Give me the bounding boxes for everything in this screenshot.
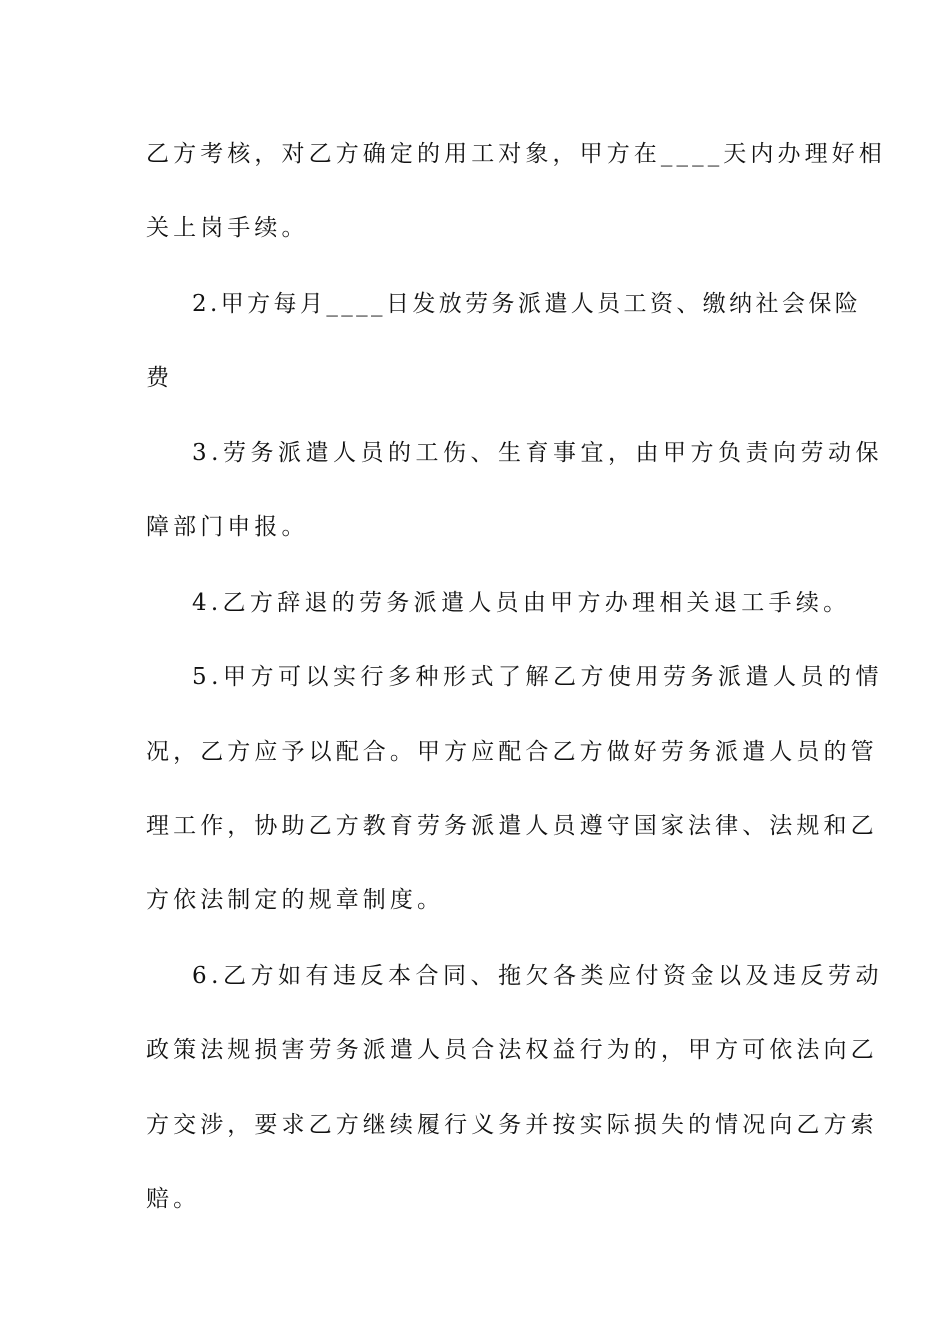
line-text: 2.甲方每月____日发放劳务派遣人员工资、缴纳社会保险 [192, 291, 862, 317]
line-text: 赔。 [146, 1186, 201, 1212]
text-line [0, 1030, 950, 1070]
text-line [0, 732, 950, 772]
text-line [0, 806, 950, 846]
line-text: 4.乙方辞退的劳务派遣人员由甲方办理相关退工手续。 [192, 590, 851, 616]
text-line [0, 433, 950, 473]
text-line [0, 583, 950, 623]
text-line [0, 657, 950, 697]
text-line [0, 134, 950, 174]
line-text: 3.劳务派遣人员的工伤、生育事宜，由甲方负责向劳动保 [192, 440, 883, 466]
text-line [0, 1179, 950, 1219]
line-text: 关上岗手续。 [146, 215, 309, 241]
text-line [0, 358, 950, 398]
line-text: 6.乙方如有违反本合同、拖欠各类应付资金以及违反劳动 [192, 963, 883, 989]
line-text: 方交涉，要求乙方继续履行义务并按实际损失的情况向乙方索 [146, 1112, 878, 1138]
line-text: 方依法制定的规章制度。 [146, 887, 445, 913]
line-text: 乙方考核，对乙方确定的用工对象，甲方在____天内办理好相 [146, 141, 886, 167]
line-text: 费 [146, 365, 174, 391]
text-line [0, 208, 950, 248]
text-line [0, 1105, 950, 1145]
line-text: 况，乙方应予以配合。甲方应配合乙方做好劳务派遣人员的管 [146, 739, 878, 765]
line-text: 理工作，协助乙方教育劳务派遣人员遵守国家法律、法规和乙 [146, 813, 878, 839]
text-line [0, 284, 950, 324]
text-line [0, 956, 950, 996]
line-text: 5.甲方可以实行多种形式了解乙方使用劳务派遣人员的情 [192, 664, 883, 690]
line-text: 障部门申报。 [146, 514, 309, 540]
text-line [0, 880, 950, 920]
text-line [0, 507, 950, 547]
line-text: 政策法规损害劳务派遣人员合法权益行为的，甲方可依法向乙 [146, 1037, 878, 1063]
